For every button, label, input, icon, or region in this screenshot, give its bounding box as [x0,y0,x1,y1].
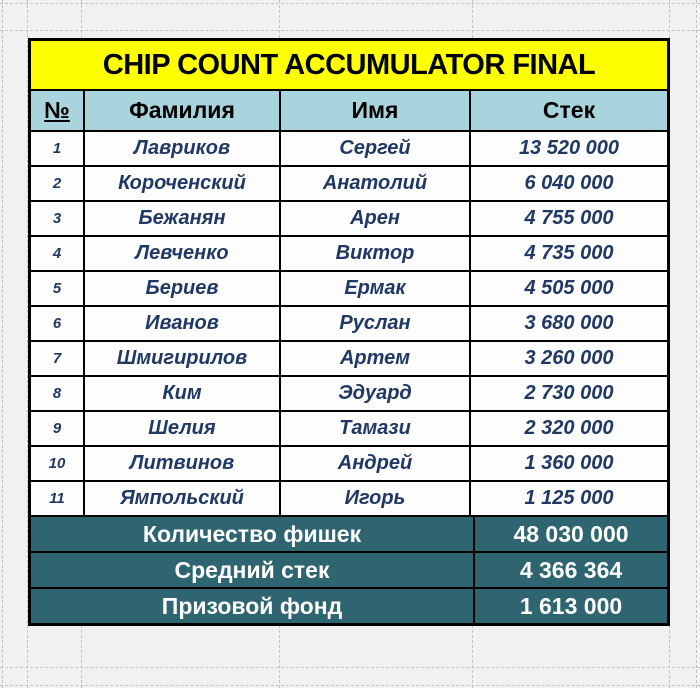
summary-value: 1 613 000 [473,589,667,623]
stack-cell: 2 730 000 [469,377,667,410]
row-number-cell: 6 [52,315,62,332]
table-row [31,200,667,235]
stack-cell: 1 125 000 [469,482,667,515]
first-name-cell: Тамази [279,412,469,445]
stack-cell: 6 040 000 [469,167,667,200]
surname-cell: Лавриков [83,132,279,165]
summary-label: Призовой фонд [161,592,343,619]
table-row [31,305,667,340]
surname-cell: Левченко [83,237,279,270]
stack-cell: 4 735 000 [469,237,667,270]
surname-cell: Шмигирилов [83,342,279,375]
chip-count-table [28,38,670,626]
first-name-cell: Артем [279,342,469,375]
grid-hline [0,3,700,4]
header-num [31,91,83,130]
summary-row-average-stack [31,551,667,587]
summary-label: Количество фишек [142,520,362,547]
stack-cell: 3 680 000 [469,307,667,340]
row-number-cell: 4 [52,245,62,262]
stack-cell: 13 520 000 [469,132,667,165]
header-num-label: № [44,97,70,123]
stack-cell: 4 505 000 [469,272,667,305]
first-name-cell: Игорь [279,482,469,515]
row-number-cell: 7 [52,350,62,367]
first-name-cell: Анатолий [279,167,469,200]
table-row [31,375,667,410]
summary-row-prize-fund [31,587,667,623]
summary-label: Средний стек [174,556,330,583]
row-number-cell: 11 [49,490,65,507]
first-name-cell: Ермак [279,272,469,305]
table-row [31,165,667,200]
table-row [31,445,667,480]
table-row [31,130,667,165]
surname-cell: Ким [83,377,279,410]
surname-cell: Литвинов [83,447,279,480]
surname-cell: Бериев [83,272,279,305]
surname-cell: Иванов [83,307,279,340]
summary-row-total-chips [31,515,667,551]
summary-value: 4 366 364 [473,553,667,587]
grid-hline [0,30,700,31]
surname-cell: Короченский [83,167,279,200]
first-name-cell: Андрей [279,447,469,480]
row-number-cell: 1 [52,140,62,157]
grid-vline [2,0,3,688]
grid-hline [0,685,700,686]
first-name-cell: Виктор [279,237,469,270]
row-number-cell: 2 [52,175,62,192]
surname-cell: Шелия [83,412,279,445]
page-title: CHIP COUNT ACCUMULATOR FINAL [102,48,596,81]
stack-cell: 4 755 000 [469,202,667,235]
table-row [31,235,667,270]
header-stack: Стек [469,91,667,130]
stack-cell: 3 260 000 [469,342,667,375]
table-row [31,410,667,445]
table-row [31,270,667,305]
first-name-cell: Арен [279,202,469,235]
header-first-name: Имя [279,91,469,130]
first-name-cell: Руслан [279,307,469,340]
header-row [31,89,667,130]
table-row [31,340,667,375]
title-cell [31,41,667,89]
row-number-cell: 8 [52,385,62,402]
row-number-cell: 3 [52,210,62,227]
row-number-cell: 9 [52,420,62,437]
row-number-cell: 10 [48,455,66,472]
title-row [31,41,667,89]
stack-cell: 2 320 000 [469,412,667,445]
first-name-cell: Эдуард [279,377,469,410]
row-number-cell: 5 [52,280,62,297]
stack-cell: 1 360 000 [469,447,667,480]
summary-value: 48 030 000 [473,517,667,551]
surname-cell: Бежанян [83,202,279,235]
first-name-cell: Сергей [279,132,469,165]
grid-vline [696,0,697,688]
surname-cell: Ямпольский [83,482,279,515]
table-row [31,480,667,515]
grid-hline [0,667,700,668]
header-surname: Фамилия [83,91,279,130]
